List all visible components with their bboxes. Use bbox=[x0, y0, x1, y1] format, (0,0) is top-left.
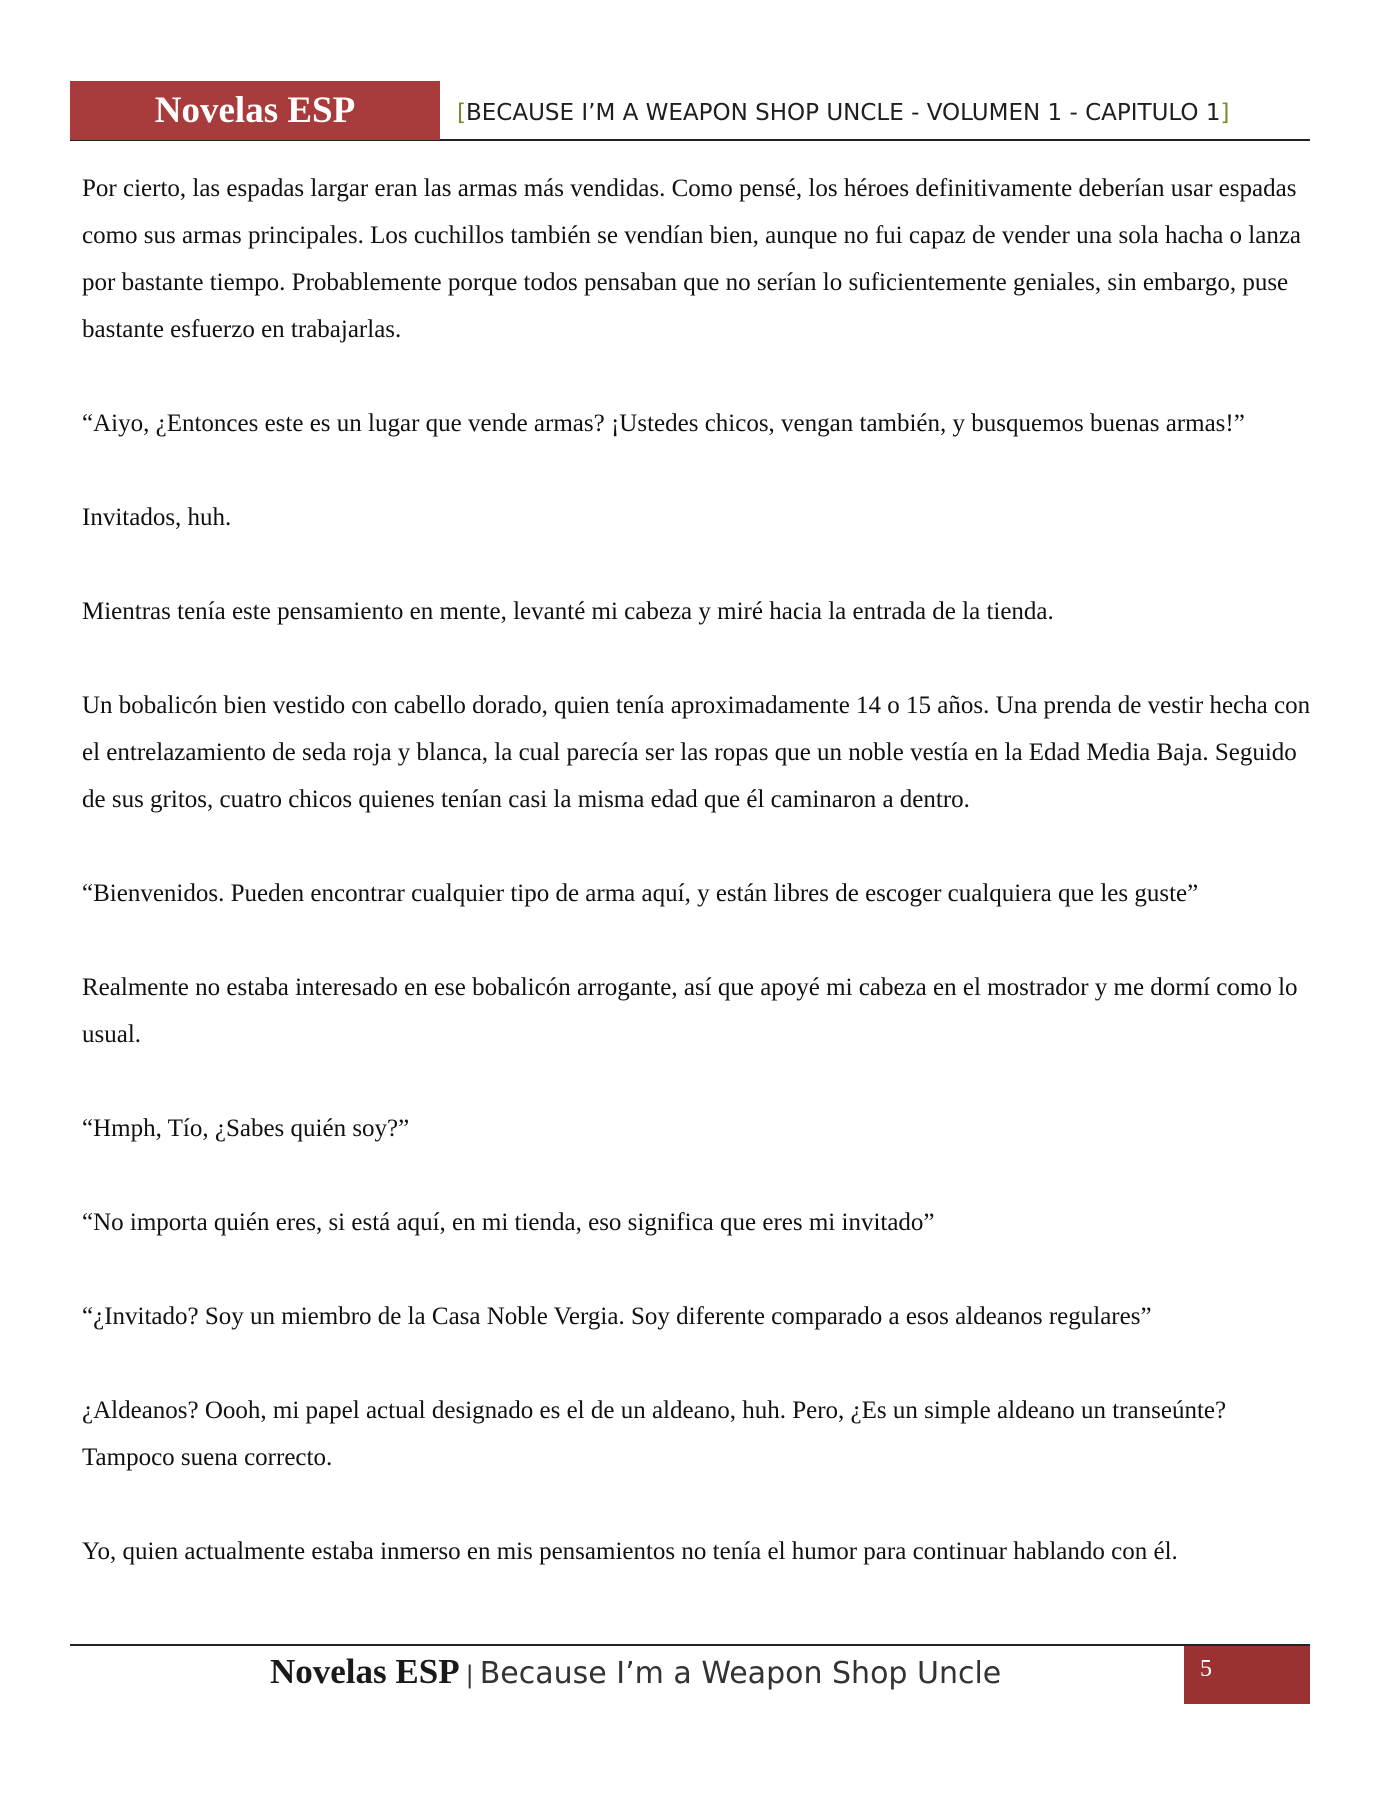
paragraph: Mientras tenía este pensamiento en mente, levanté mi cabeza y miré hacia la entrada de la tienda. bbox=[82, 598, 1054, 625]
footer-divider bbox=[70, 1644, 1310, 1646]
header-bracket-close: ] bbox=[1220, 100, 1230, 126]
footer-book-title: Because I’m a Weapon Shop Uncle bbox=[479, 1656, 1002, 1691]
paragraph: Realmente no estaba interesado en ese bobalicón arrogante, así que apoyé mi cabeza en el mostrador y me dormí como lo usual. bbox=[82, 974, 1298, 1048]
paragraph: ¿Aldeanos? Oooh, mi papel actual designado es el de un aldeano, huh. Pero, ¿Es un simple aldeano un transeúnte? Tampoco suena correcto. bbox=[82, 1397, 1227, 1471]
paragraph: “Hmph, Tío, ¿Sabes quién soy?” bbox=[82, 1115, 410, 1142]
paragraph: Por cierto, las espadas largar eran las armas más vendidas. Como pensé, los héroes definitivamente deberían usar espadas como sus armas principales. Los cuchillos también se vendían bien, aunque no fui capaz de vender una sola hacha o lanza por bastante tiempo. Probablemente porque todos pensaban que no serían lo suficientemente geniales, sin embargo, puse bastante esfuerzo en trabajarlas. bbox=[82, 175, 1302, 343]
header-title-text: BECAUSE I’M A WEAPON SHOP UNCLE - VOLUMEN 1 - CAPITULO 1 bbox=[465, 100, 1221, 126]
paragraph: “¿Invitado? Soy un miembro de la Casa Noble Vergia. Soy diferente comparado a esos aldeanos regulares” bbox=[82, 1303, 1152, 1330]
footer-brand: Novelas ESP bbox=[270, 1652, 460, 1691]
paragraph: Yo, quien actualmente estaba inmerso en mis pensamientos no tenía el humor para continuar hablando con él. bbox=[82, 1538, 1178, 1565]
page-footer bbox=[270, 1652, 1001, 1692]
paragraph: “No importa quién eres, si está aquí, en mi tienda, eso significa que eres mi invitado” bbox=[82, 1209, 935, 1236]
header-title bbox=[457, 98, 1229, 128]
paragraph: Un bobalicón bien vestido con cabello dorado, quien tenía aproximadamente 14 o 15 años. Una prenda de vestir hecha con el entrelazamiento de seda roja y blanca, la cual parecía ser las ropas que un noble vestía en la Edad Media Baja. Seguido de sus gritos, cuatro chicos quienes tenían casi la misma edad que él caminaron a dentro. bbox=[82, 692, 1311, 813]
header-bracket-open: [ bbox=[457, 100, 466, 126]
page-body bbox=[82, 165, 1322, 1622]
page-header bbox=[70, 81, 1310, 141]
page-number: 5 bbox=[1184, 1646, 1310, 1704]
paragraph: “Bienvenidos. Pueden encontrar cualquier tipo de arma aquí, y están libres de escoger cualquiera que les guste” bbox=[82, 880, 1199, 907]
paragraph: “Aiyo, ¿Entonces este es un lugar que vende armas? ¡Ustedes chicos, vengan también, y busquemos buenas armas!” bbox=[82, 410, 1245, 437]
footer-separator: | bbox=[465, 1661, 474, 1689]
header-brand: Novelas ESP bbox=[70, 81, 440, 140]
paragraph: Invitados, huh. bbox=[82, 504, 232, 531]
